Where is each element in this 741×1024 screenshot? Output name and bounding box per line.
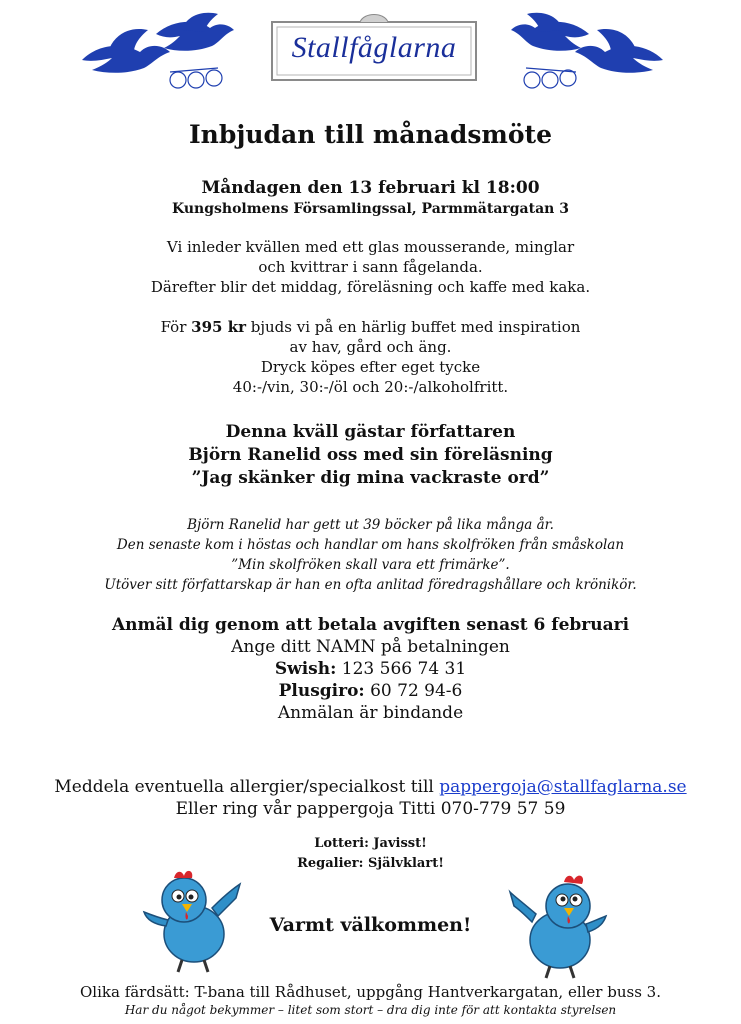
logo-plaque [268,10,480,86]
email-link[interactable]: pappergoja@stallfaglarna.se [439,777,687,797]
intro-line: Därefter blir det middag, föreläsning och kaffe med kaka. [150,278,591,296]
price-line: Dryck köpes efter eget tycke [260,358,481,376]
venue-line: Kungsholmens Församlingssal, Parmmätargatan 3 [172,201,569,217]
price-paragraph [0,317,741,397]
regalia-line: Regalier: Självklart! [297,856,444,871]
plusgiro-line: Plusgiro: 60 72 94-6 [278,681,463,701]
bio-line: ”Min skolfröken skall vara ett frimärke”. [231,557,510,573]
intro-line: och kvittrar i sann fågelanda. [258,258,483,276]
price-amount: 395 kr [191,318,246,336]
bird-icon [492,12,667,92]
price-line: 40:-/vin, 30:-/öl och 20:-/alkoholfritt. [232,378,509,396]
logo-text: Stallfåglarna [291,31,457,64]
price-line: av hav, gård och äng. [289,338,452,356]
contact-section [0,776,741,820]
intro-paragraph [0,237,741,297]
bird-icon [78,12,253,92]
travel-line: Olika färdsätt: T-bana till Rådhuset, uppgång Hantverkargatan, eller buss 3. [80,983,661,1001]
footnote-line: Har du något bekymmer – litet som stort – dra dig inte för att kontakta styrelsen [124,1003,617,1017]
guest-section [0,421,741,490]
chicken-icon [508,870,608,980]
guest-line: Denna kväll gästar författaren [225,422,516,442]
bio-section [0,515,741,595]
page-title: Inbjudan till månadsmöte [188,120,553,149]
welcome-text: Varmt välkommen! [269,914,472,936]
allergy-line: Meddela eventuella allergier/specialkost till pappergoja@stallfaglarna.se [54,777,687,797]
price-line: För 395 kr bjuds vi på en härlig buffet med inspiration [160,318,581,336]
intro-line: Vi inleder kvällen med ett glas mousserande, minglar [166,238,575,256]
phone-line: Eller ring vår pappergoja Titti 070-779 57 59 [175,799,566,819]
bio-line: Utöver sitt författarskap är han en ofta anlitad föredragshållare och krönikör. [104,577,637,593]
guest-line: Björn Ranelid oss med sin föreläsning [188,445,553,465]
header-logo [0,0,741,110]
name-note: Ange ditt NAMN på betalningen [231,637,510,657]
swish-line: Swish: 123 566 74 31 [274,659,467,679]
signup-heading: Anmäl dig genom att betala avgiften senast 6 februari [111,615,630,635]
date-line: Måndagen den 13 februari kl 18:00 [201,178,540,198]
extras-section [0,834,741,874]
bio-line: Den senaste kom i höstas och handlar om hans skolfröken från småskolan [116,537,625,553]
signup-section [0,614,741,724]
lottery-line: Lotteri: Javisst! [314,836,427,851]
guest-line: ”Jag skänker dig mina vackraste ord” [191,468,550,488]
binding-note: Anmälan är bindande [277,703,464,723]
bio-line: Björn Ranelid har gett ut 39 böcker på lika många år. [187,517,554,533]
